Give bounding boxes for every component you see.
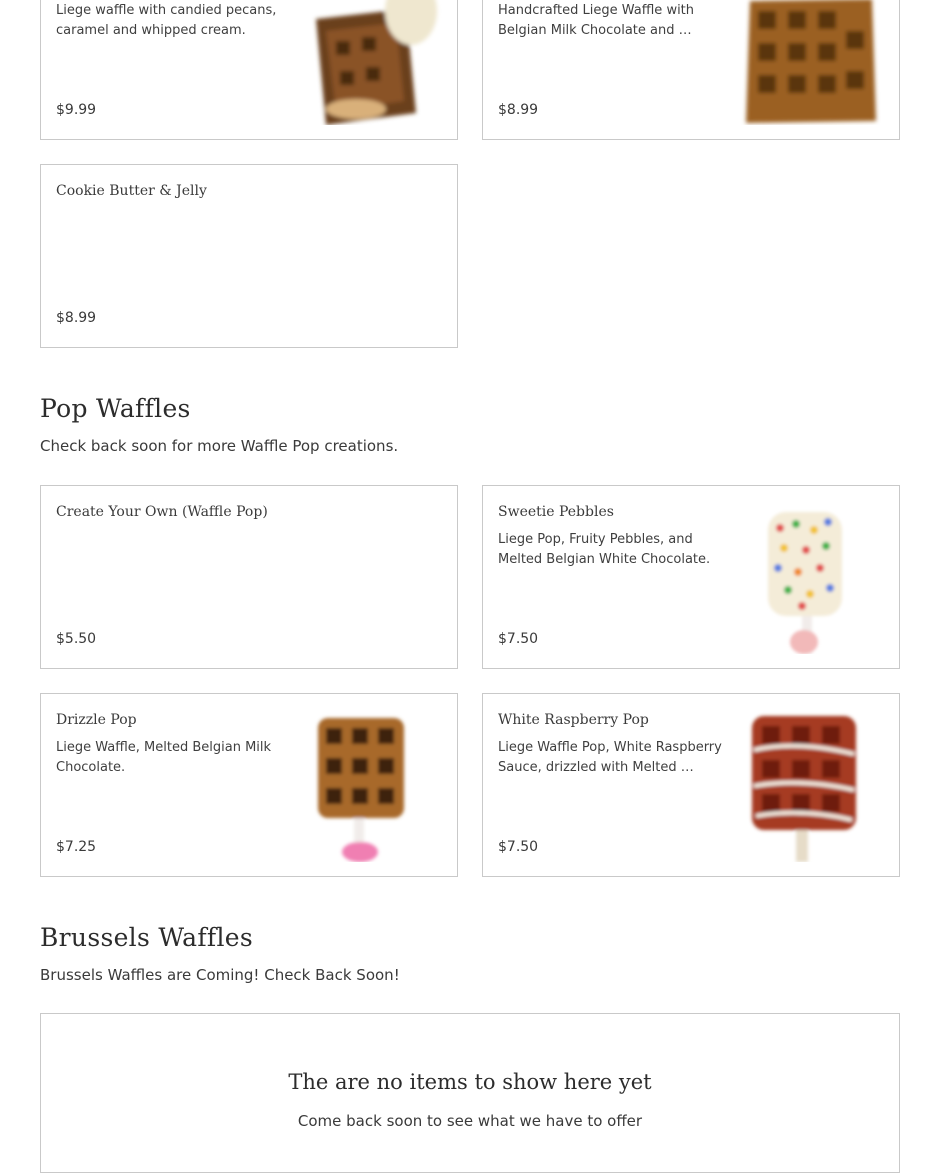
menu-item-card[interactable] — [40, 0, 458, 140]
section-title: Brussels Waffles — [40, 923, 254, 952]
menu-item-price: $7.25 — [56, 839, 97, 855]
menu-item-card[interactable] — [40, 485, 458, 669]
menu-item-image — [296, 0, 446, 125]
menu-item-card[interactable] — [482, 485, 900, 669]
menu-item-card[interactable] — [482, 693, 900, 877]
menu-item-card[interactable] — [482, 0, 900, 140]
menu-item-price: $8.99 — [498, 102, 539, 118]
menu-item-description: Liege Waffle, Melted Belgian Milk Chocolate. — [56, 740, 272, 775]
section-subtitle: Check back soon for more Waffle Pop creations. — [40, 437, 399, 455]
empty-state-title: The are no items to show here yet — [288, 1070, 652, 1094]
menu-item-price: $9.99 — [56, 102, 97, 118]
menu-item-name: Drizzle Pop — [56, 712, 137, 728]
menu-item-price: $7.50 — [498, 631, 539, 647]
section-title: Pop Waffles — [40, 394, 191, 423]
menu-item-name: Sweetie Pebbles — [498, 504, 614, 520]
menu-item-name: Cookie Butter & Jelly — [56, 183, 207, 199]
menu-item-description: Liege Waffle Pop, White Raspberry Sauce, drizzled with Melted … — [498, 740, 722, 775]
menu-item-card[interactable] — [40, 693, 458, 877]
menu-item-description: Handcrafted Liege Waffle with Belgian Milk Chocolate and … — [498, 3, 695, 38]
menu-item-name: Create Your Own (Waffle Pop) — [56, 504, 268, 520]
menu-item-image — [736, 0, 886, 125]
section-subtitle: Brussels Waffles are Coming! Check Back Soon! — [40, 966, 400, 984]
menu-item-name: White Raspberry Pop — [498, 712, 649, 728]
empty-state — [40, 1013, 900, 1173]
menu-item-description: Liege Pop, Fruity Pebbles, and Melted Belgian White Chocolate. — [498, 532, 711, 567]
menu-item-description: Liege waffle with candied pecans, caramel and whipped cream. — [56, 3, 277, 38]
menu-item-price: $5.50 — [56, 631, 97, 647]
menu-item-image — [736, 710, 886, 862]
menu-item-card[interactable] — [40, 164, 458, 348]
empty-state-subtitle: Come back soon to see what we have to offer — [297, 1112, 643, 1130]
menu-item-price: $8.99 — [56, 310, 97, 326]
menu-item-image — [736, 502, 886, 654]
menu-item-image — [296, 710, 446, 862]
menu-item-price: $7.50 — [498, 839, 539, 855]
